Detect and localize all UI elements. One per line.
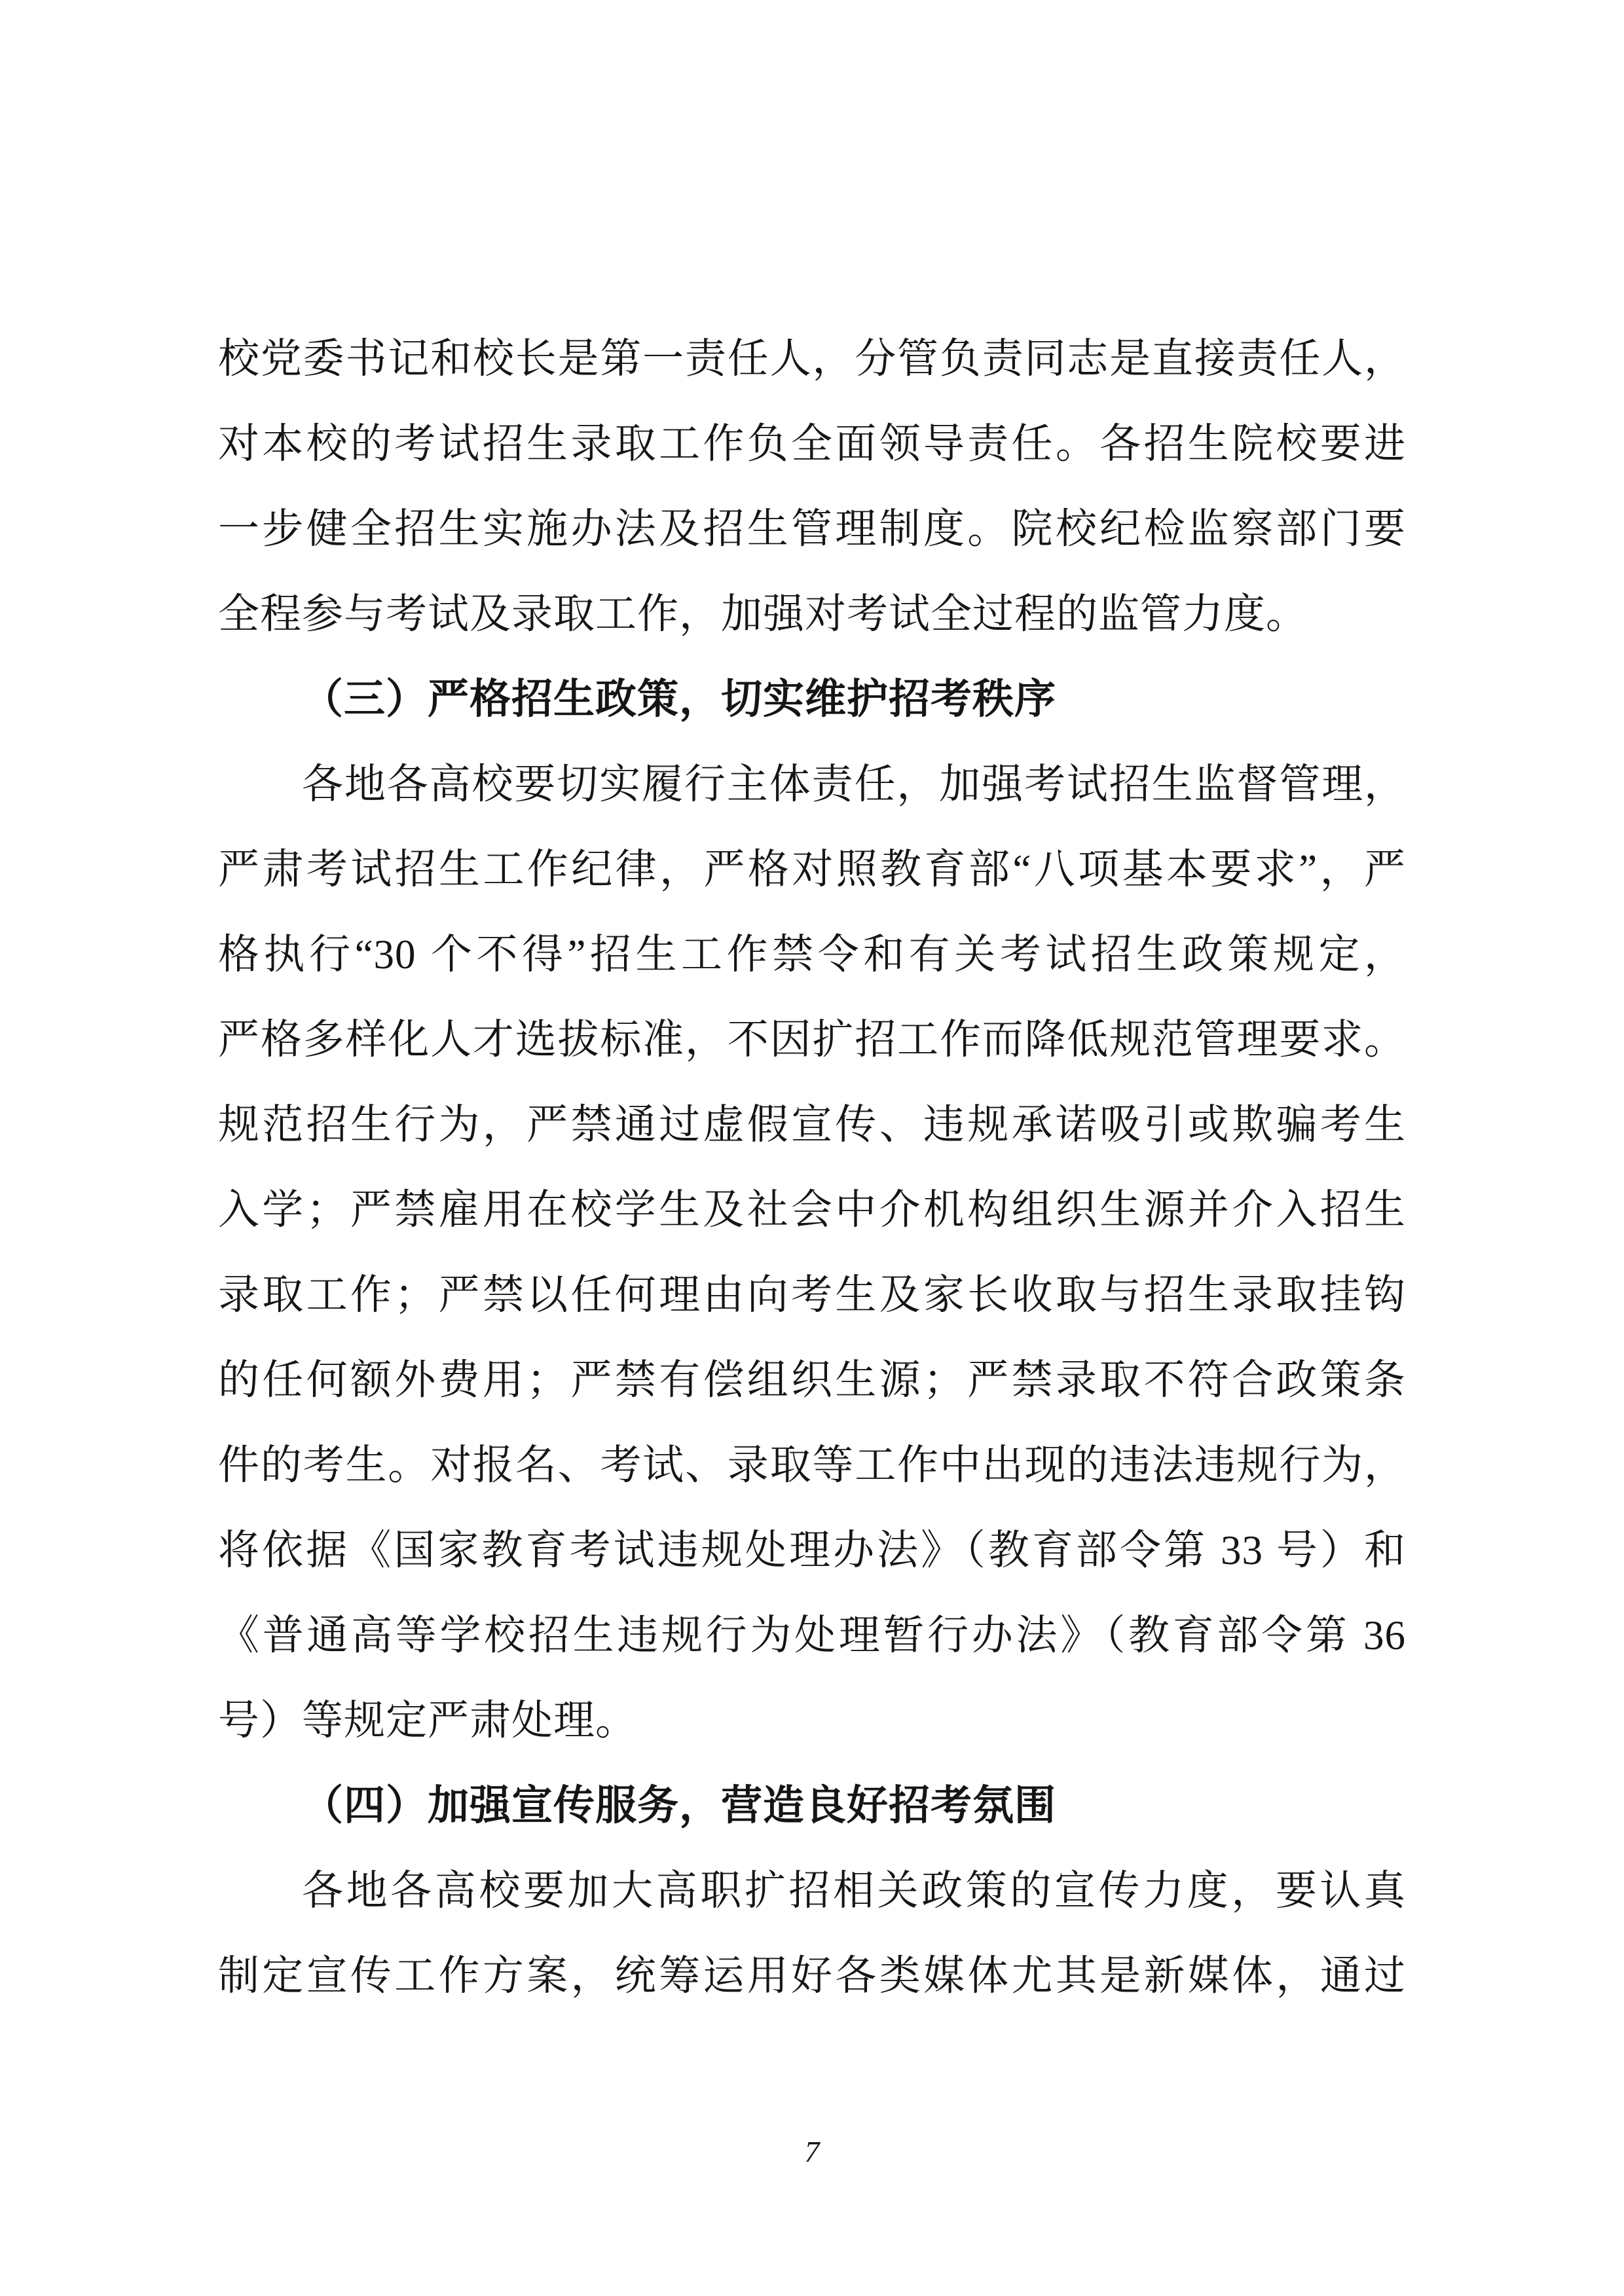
text-line: 严肃考试招生工作纪律，严格对照教育部“八项基本要求”，严 — [218, 847, 1406, 892]
page-number: 7 — [804, 2135, 820, 2168]
text-line: 各地各高校要加大高职扩招相关政策的宣传力度，要认真 — [302, 1868, 1406, 1914]
text-line: 号）等规定严肃处理。 — [218, 1698, 637, 1743]
text-line: 将依据《国家教育考试违规处理办法》（教育部令第 33 号）和 — [218, 1527, 1406, 1573]
text-line: 件的考生。对报名、考试、录取等工作中出现的违法违规行为， — [218, 1442, 1406, 1488]
text-line: 的任何额外费用；严禁有偿组织生源；严禁录取不符合政策条 — [218, 1357, 1406, 1403]
section-heading-3: （三）严格招生政策，切实维护招考秩序 — [302, 676, 1056, 722]
text-line: 入学；严禁雇用在校学生及社会中介机构组织生源并介入招生 — [218, 1187, 1406, 1233]
document-body — [218, 316, 1406, 2018]
text-line: 严格多样化人才选拔标准，不因扩招工作而降低规范管理要求。 — [218, 1017, 1406, 1063]
text-line: 全程参与考试及录取工作，加强对考试全过程的监管力度。 — [218, 591, 1308, 637]
text-line: 《普通高等学校招生违规行为处理暂行办法》（教育部令第 36 — [218, 1613, 1406, 1658]
text-line: 一步健全招生实施办法及招生管理制度。院校纪检监察部门要 — [218, 506, 1406, 552]
text-line: 对本校的考试招生录取工作负全面领导责任。各招生院校要进 — [218, 421, 1406, 467]
section-heading-4: （四）加强宣传服务，营造良好招考氛围 — [302, 1783, 1056, 1829]
text-line: 各地各高校要切实履行主体责任，加强考试招生监督管理， — [302, 761, 1406, 807]
text-line: 格执行“30 个不得”招生工作禁令和有关考试招生政策规定， — [218, 932, 1406, 977]
text-line: 录取工作；严禁以任何理由向考生及家长收取与招生录取挂钩 — [218, 1272, 1406, 1318]
text-line: 制定宣传工作方案，统筹运用好各类媒体尤其是新媒体，通过 — [218, 1953, 1406, 1999]
text-line: 规范招生行为，严禁通过虚假宣传、违规承诺吸引或欺骗考生 — [218, 1102, 1406, 1148]
text-line: 校党委书记和校长是第一责任人，分管负责同志是直接责任人， — [218, 336, 1406, 382]
